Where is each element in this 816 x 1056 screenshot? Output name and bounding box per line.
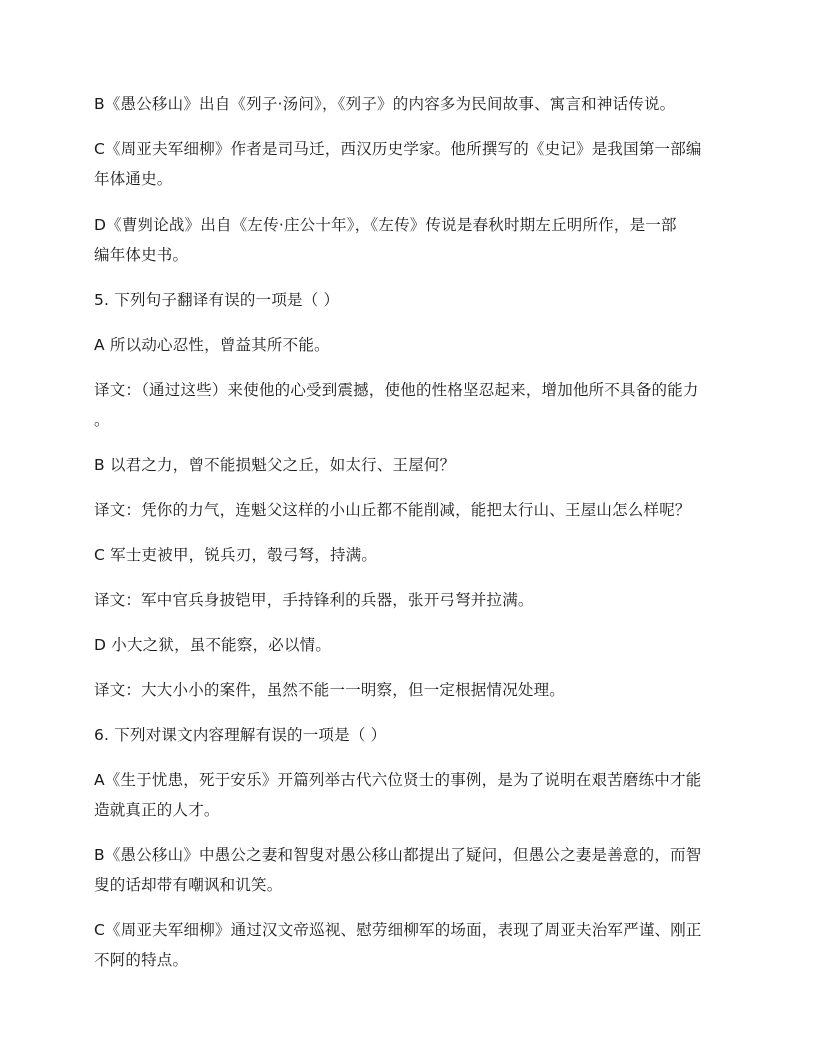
option-d-line-2: 编年体史书。 — [94, 246, 189, 264]
option-d-line-1: D《曹刿论战》出自《左传·庄公十年》，《左传》传说是春秋时期左丘明所作，是一部 — [94, 216, 677, 234]
q6-option-b-line-1: B《愚公移山》中愚公之妻和智叟对愚公移山都提出了疑问，但愚公之妻是善意的，而智 — [94, 846, 702, 864]
q6-option-c-line-2: 不阿的特点。 — [94, 951, 189, 969]
q6-option-a-line-1: A《生于忧患，死于安乐》开篇列举古代六位贤士的事例，是为了说明在艰苦磨练中才能 — [94, 771, 702, 789]
question-6-title: 6. 下列对课文内容理解有误的一项是（ ） — [94, 726, 387, 744]
q5-option-a: A 所以动心忍性，曾益其所不能。 — [94, 336, 330, 354]
q5-option-c-translation: 译文：军中官兵身披铠甲，手持锋利的兵器，张开弓弩并拉满。 — [94, 591, 534, 609]
q6-option-a-line-2: 造就真正的人才。 — [94, 801, 220, 819]
q6-option-c-line-1: C《周亚夫军细柳》通过汉文帝巡视、慰劳细柳军的场面，表现了周亚夫治军严谨、刚正 — [94, 921, 702, 939]
q5-option-b: B 以君之力，曾不能损魁父之丘，如太行、王屋何？ — [94, 456, 456, 474]
q6-option-b-line-2: 叟的话却带有嘲讽和讥笑。 — [94, 876, 283, 894]
q5-option-c: C 军士吏被甲，锐兵刃，彀弓弩，持满。 — [94, 546, 378, 564]
q5-option-a-translation-line-2: 。 — [94, 411, 110, 429]
q5-option-d-translation: 译文：大大小小的案件，虽然不能一一明察，但一定根据情况处理。 — [94, 681, 566, 699]
option-c-line-2: 年体通史。 — [94, 170, 173, 188]
option-c-line-1: C《周亚夫军细柳》作者是司马迁，西汉历史学家。他所撰写的《史记》是我国第一部编 — [94, 140, 702, 158]
q5-option-a-translation-line-1: 译文：（通过这些）来使他的心受到震撼，使他的性格坚忍起来，增加他所不具备的能力 — [94, 381, 699, 399]
option-b-line-1: B《愚公移山》出自《列子·汤问》，《列子》的内容多为民间故事、寓言和神话传说。 — [94, 95, 676, 113]
question-5-title: 5. 下列句子翻译有误的一项是（ ） — [94, 291, 340, 309]
q5-option-d: D 小大之狱，虽不能察，必以情。 — [94, 636, 332, 654]
q5-option-b-translation: 译文：凭你的力气，连魁父这样的小山丘都不能削减，能把太行山、王屋山怎么样呢？ — [94, 501, 691, 519]
